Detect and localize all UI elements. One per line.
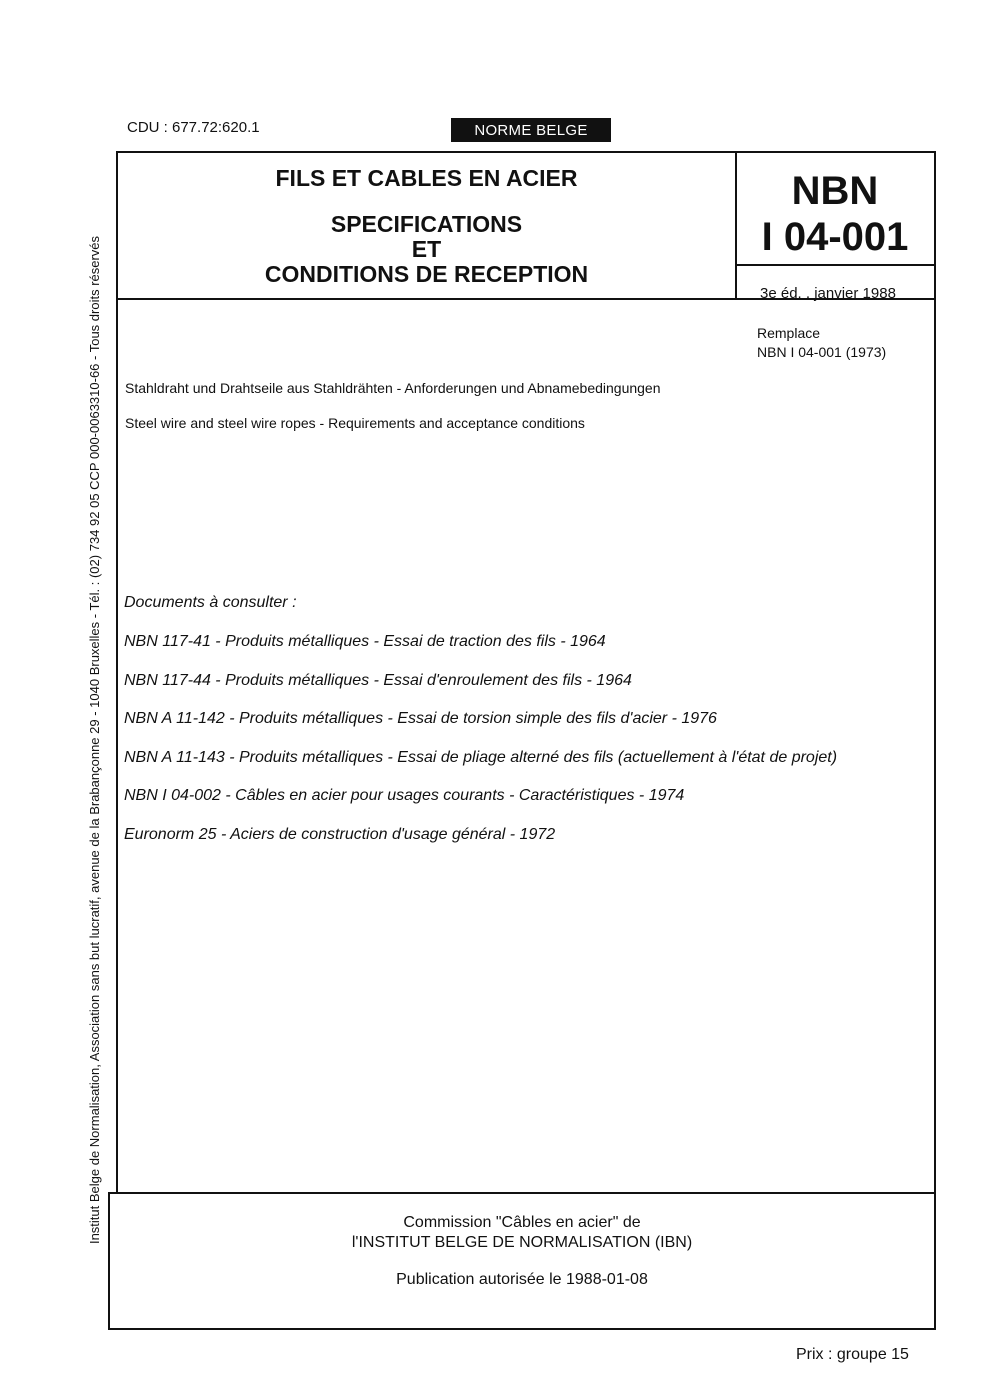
list-item: NBN A 11-142 - Produits métalliques - Essai de torsion simple des fils d'acier - 1976 (124, 710, 717, 727)
replaces-block (757, 324, 886, 362)
list-item: NBN 117-41 - Produits métalliques - Essai de traction des fils - 1964 (124, 633, 606, 650)
title-line-3: CONDITIONS DE RECEPTION (264, 261, 589, 287)
list-item: NBN 117-44 - Produits métalliques - Essai d'enroulement des fils - 1964 (124, 671, 632, 689)
edition-date: 3e éd. , janvier 1988 (760, 285, 896, 302)
document-title (118, 165, 735, 287)
title-line-2: ET (411, 236, 442, 262)
standard-prefix: NBN (791, 169, 879, 213)
footer-institute: l'INSTITUT BELGE DE NORMALISATION (IBN) (351, 1234, 693, 1251)
documents-list (124, 633, 837, 864)
list-item: NBN A 11-143 - Produits métalliques - Essai de pliage alterné des fils (actuellement à l'état de projet) (124, 748, 838, 766)
standard-number (737, 168, 933, 260)
footer-commission: Commission "Câbles en acier" de (403, 1214, 641, 1231)
footer (110, 1213, 934, 1290)
list-item: Euronorm 25 - Aciers de construction d'usage général - 1972 (124, 825, 556, 843)
side-publisher-text: Institut Belge de Normalisation, Association sans but lucratif, avenue de la Brabançonne 29 - 1040 Bruxelles - Tél. : (02) 734 92 05 CCP 000-0063310-66 - Tous droits réservés (87, 235, 102, 1245)
replaces-label: Remplace (757, 325, 821, 341)
norme-belge-tag: NORME BELGE (451, 118, 611, 142)
title-line-1: SPECIFICATIONS (330, 211, 523, 237)
footer-publication: Publication autorisée le 1988-01-08 (396, 1271, 648, 1288)
title-english: Steel wire and steel wire ropes - Requirements and acceptance conditions (125, 415, 585, 431)
replaces-value: NBN I 04-001 (1973) (757, 344, 887, 360)
list-item: NBN I 04-002 - Câbles en acier pour usages courants - Caractéristiques - 1974 (124, 787, 685, 804)
title-divider-horizontal (735, 264, 934, 266)
cdu-code: CDU : 677.72:620.1 (127, 119, 260, 136)
price-group: Prix : groupe 15 (796, 1346, 909, 1363)
standard-code: I 04-001 (761, 215, 909, 259)
documents-heading: Documents à consulter : (124, 594, 297, 611)
title-german: Stahldraht und Drahtseile aus Stahldrähten - Anforderungen und Abnamebedingungen (125, 380, 661, 396)
title-main: FILS ET CABLES EN ACIER (275, 165, 578, 191)
